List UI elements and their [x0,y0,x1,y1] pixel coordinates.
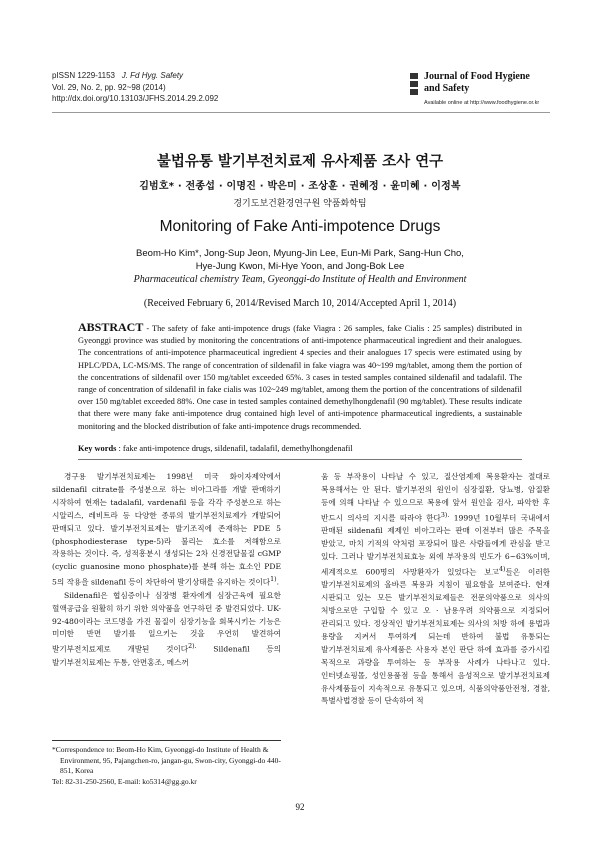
abstract-heading: ABSTRACT [78,320,144,334]
body-paragraph: 경구용 발기부전치료제는 1998년 미국 화이자제약에서 sildenafil citrate를 주성분으로 하는 비아그라를 개발 판매하기 시작하여 현재는 tadalafil, vardenafil 등을 각각 주성분으로 하는 시알리스, 레비트라 등 다양한 종류의 발기부전치료제가 개발되어 판매되고 있다. 발기부전치료제는 발기조직에 존재하는 PDE 5 (phosphodiesterase type-5)라 불리는 효소를 저해함으로 작용하는 것이다. 즉, 성적흥분시 생성되는 2차 신경전달물질 cGMP (cyclic guanosine mono phosphate)를 분해 하는 효소인 PDE 5의 작용을 sildenafil 등이 차단하여 발기상태를 유지하는 것이다$^{1)}$. [52,472,281,587]
english-title: Monitoring of Fake Anti-impotence Drugs [159,218,441,235]
volume-line: Vol. 29, No. 2, pp. 92~98 (2014) [52,82,166,92]
korean-title: 불법유통 발기부전치료제 유사제품 조사 연구 [156,154,444,170]
journal-name: Journal of Food Hygiene and Safety [424,71,530,94]
footnote-divider [52,740,281,741]
english-authors: Beom-Ho Kim*, Jong-Sup Jeon, Myung-Jin Lee, Eun-Mi Park, Sang-Hun Cho, Hye-Jung Kwon, Mi-Hye Yoon, and Jong-Bok Lee [136,248,464,272]
abstract [78,321,522,433]
keywords-text: : fake anti-impotence drugs, sildenafil, tadalafil, demethylhongdenafil [116,444,353,453]
english-affiliation: Pharmaceutical chemistry Team, Gyeonggi-do Institute of Health and Environment [133,274,467,285]
keywords-label: Key words [78,444,117,453]
journal-logo-icon [410,73,420,95]
journal-meta [52,70,218,105]
keywords-divider [78,459,522,460]
issn-line: pISSN 1229-1153 J. Fd Hyg. Safety [52,71,184,80]
journal-abbrev: J. Fd Hyg. Safety [121,71,184,80]
header-divider [52,112,550,113]
received-dates: (Received February 6, 2014/Revised March 10, 2014/Accepted April 1, 2014) [143,298,457,309]
body-left-column [52,471,281,670]
korean-affiliation: 경기도보건환경연구원 약품화학팀 [233,199,367,209]
body-paragraph: Sildenafil은 협심증이나 심장병 환자에게 심장근육에 필요한 혈액공급을 원활히 하기 위한 의약품을 연구하던 중 발견되었다. UK-92-480이라는 코드명을 가진 물질이 심장기능을 회복시키는 기능은 미미한 반면 발기를 일으키는 것을 우연히 발견하여 발기부전치료제로 개발된 것이다$^{2).}$ Sildenafil 등의 발기부전치료제는 두통, 안면홍조, 메스꺼 [52,590,281,667]
keywords [78,444,522,453]
correspondence-footnote: *Correspondence to: Beom-Ho Kim, Gyeonggi-do Institute of Health & Environment, 95, Pajangchen-ro, jangan-gu, Swon-city, Gyonggi-do 440-851, Korea Tel: 82-31-250-2560, E-mail: ko5314@gg.go.kr [52,745,281,786]
korean-authors: 김범호* · 전종섭 · 이명진 · 박은미 · 조상훈 · 권혜정 · 윤미혜 · 이정복 [139,181,461,192]
doi-link[interactable]: http://dx.doi.org/10.13103/JFHS.2014.29.2.092 [52,94,219,103]
body-paragraph: 움 등 부작용이 나타날 수 있고, 질산염제제 복용환자는 절대로 복용해서는 안 된다. 발기부전의 원인이 심장질환, 당뇨병, 암질환 등에 의해 나타날 수 있으므로 복용에 앞서 원인을 검사, 파악한 후 반드시 의사의 지시를 따라야 한다$^{3).}$ 1999년 10월부터 국내에서 판매된 sildenafil 제제인 비아그라는 판매 이전부터 많은 주목을 받았고, 마치 기적의 약처럼 포장되어 많은 사람들에게 관심을 받고 있다. 그러나 발기부전치료효능 외에 부작용의 빈도가 6~63%이며, 세계적으로 600명의 사망환자가 있었다는 보고$^{4)}$들은 이러한 발기부전치료제의 올바른 복용과 지침이 필요함을 보여준다. 현재 시판되고 있는 모든 발기부전치료제들은 전문의약품으로 의사의 처방으로만 구입할 수 있고 오 · 남용우려 의약품으로 지정되어 관리되고 있다. 정상적인 발기부전치료제는 의사의 처방 하에 용법과 용량을 지켜서 투여하게 되는데 반하여 불법 유통되는 발기부전치료제 유사제품은 사용자 본인 판단 하에 효과를 증가시킬 목적으로 과량을 투여하는 등 부작용 사례가 나타나고 있다. 인터넷쇼핑몰, 성인용품점 등을 통해서 음성적으로 발기부전치료제 유사제품들이 지속적으로 유통되고 있으며, 식품의약품안전청, 경찰, 특별사법경찰 등이 단속하여 적 [321,472,550,706]
journal-url[interactable]: Available online at http://www.foodhygiene.or.kr [424,100,540,106]
body-right-column [321,471,550,708]
page-number: 92 [295,802,305,812]
abstract-text: - The safety of fake anti-impotence drugs (fake Viagra : 26 samples, fake Cialis : 25 samples) distributed in Gyeonggi province was studied by monitoring the concentrations of anti-impotence pharmaceutical ingredient and their analogues. The concentrations of anti-impotence pharmaceutical ingredient 4 species and their analogues 17 specis were estimated using by HPLC/PDA, LC-MS/MS. The range of concentration of sildenafil in fake viagra was 40~199 mg/tablet, among them the portion of the concentrations of sildenafil over 150 mg/tablet exceeded 65%. 3 cases in tested samples contained sildenafil and tadalafil. The range of concentration of sildenafil in fake cialis was 102~249 mg/tablet, among them the portion of the concentrations of sildenafil over 150 mg/tablet exceeded 88%. One case in tested samples contained demethylhongdenafil (90 mg/tablet). These results indicate that there were many fake anti-impotence drug contained high level of anti-impotence pharmaceutical ingredients, a sustainable monitoring and the blocked distribution of fake anti-impotence drugs recommended. [78,324,522,431]
